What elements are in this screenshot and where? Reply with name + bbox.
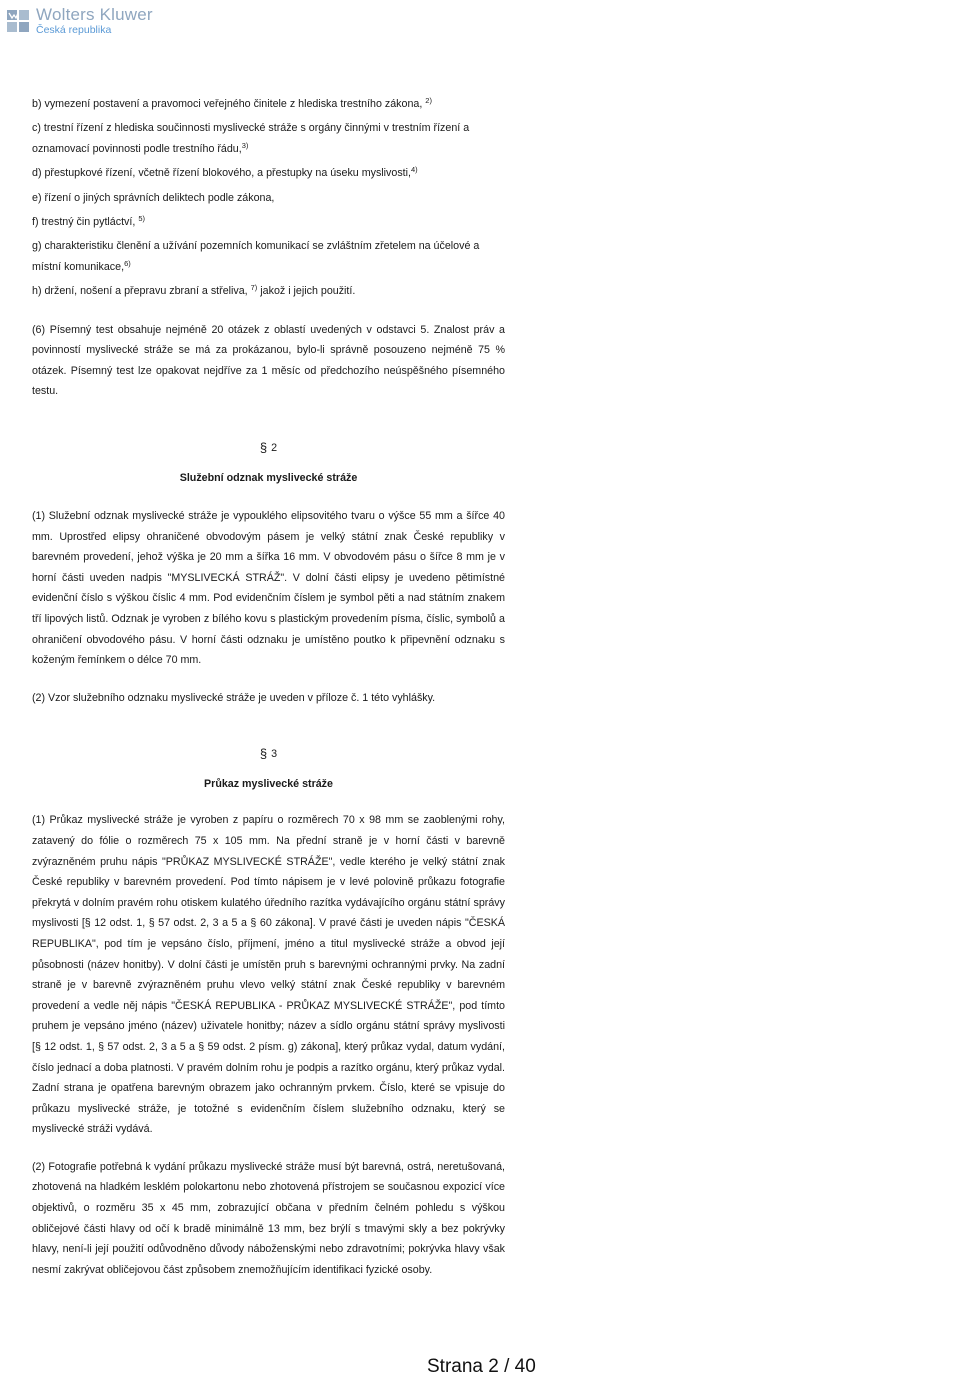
list-item: d) přestupkové řízení, včetně řízení blokového, a přestupky na úseku myslivosti,$^{4)}$	[32, 165, 418, 180]
paragraph-6: (6) Písemný test obsahuje nejméně 20 otázek z oblastí uvedených v odstavci 5. Znalost práv a povinností myslivecké stráže se má za prokázanou, bylo-li správně posouzeno nejméně 75 % otázek. Písemný test lze opakovat nejdříve za 1 měsíc od předchozího neúspěšného písemného testu.	[32, 323, 505, 398]
list-item: e) řízení o jiných správních deliktech podle zákona,	[32, 191, 275, 204]
wolters-kluwer-logo	[6, 4, 153, 38]
section-paragraph: (2) Vzor služebního odznaku myslivecké stráže je uveden v příloze č. 1 této vyhlášky.	[32, 691, 436, 704]
section-number: § 2	[259, 440, 278, 456]
section-number: § 3	[259, 746, 278, 762]
section-title: Průkaz myslivecké stráže	[204, 778, 333, 791]
list-item: g) charakteristiku členění a užívání pozemních komunikací se zvláštním zřetelem na účelové a místní komunikace,$^{6)}$	[32, 240, 480, 274]
list-item: f) trestný čin pytláctví, $^{5)}$	[32, 213, 145, 228]
section-paragraph: (2) Fotografie potřebná k vydání průkazu myslivecké stráže musí být barevná, ostrá, neretušovaná, zhotovená na hladkém lesklém polokartonu nebo zhotovená přístrojem se současnou expozicí více objektivů, o rozměru 35 x 45 mm, zobrazující občana v předním čelném pohledu s výškou obličejové části hlavy od očí k bradě minimálně 13 mm, bez brýlí s tmavými skly a bez pokrývky hlavy, není-li její použití odůvodněno důvody náboženskými nebo zdravotními; pokrývka hlavy však nesmí zakrývat obličejovou část způsobem znemožňujícím identifikaci fyzické osoby.	[32, 1160, 505, 1276]
list-item: c) trestní řízení z hlediska součinnosti myslivecké stráže s orgány činnými v trestním řízení a oznamovací povinnosti podle trestního řádu,$^{3)}$	[32, 122, 470, 156]
list-item: h) držení, nošení a přepravu zbraní a střeliva, $^{7)}$ jakož i jejich použití.	[32, 283, 356, 298]
document-body	[32, 94, 505, 1280]
page-number: Strana 2 / 40	[427, 1356, 536, 1377]
logo-brand-text: Wolters Kluwer	[36, 5, 153, 25]
wolters-kluwer-logo-icon	[6, 9, 30, 33]
section-paragraph: (1) Služební odznak myslivecké stráže je vypouklého elipsovitého tvaru o výšce 55 mm a šířce 40 mm. Uprostřed elipsy ohraničené obvodovým pásem je velký státní znak České republiky v barevném provedení, jehož výška je 20 mm a šířka 16 mm. V obvodovém pásu o šířce 8 mm je v horní části uveden nadpis "MYSLIVECKÁ STRÁŽ". V dolní části elipsy je uvedeno pětimístné evidenční číslo s výškou číslic 4 mm. Pod evidenčním číslem je symbol pěti a nad státním znakem tří lipových listů. Odznak je vyroben z bílého kovu s plastickým provedením písma, číslic, symbolů a ohraničení obvodového pásu. V horní části odznaku je umístěno poutko k připevnění odznaku s koženým řemínkem o délce 70 mm.	[32, 510, 505, 667]
list-item: b) vymezení postavení a pravomoci veřejného činitele z hlediska trestního zákona, $^{2)}$	[32, 96, 432, 110]
section-paragraph: (1) Průkaz myslivecké stráže je vyroben z papíru o rozměrech 70 x 98 mm se zaoblenými rohy, zatavený do fólie o rozměrech 75 x 105 mm. Na přední straně je v horní části v barevně zvýrazněném pruhu nápis "PRŮKAZ MYSLIVECKÉ STRÁŽE", vedle kterého je velký státní znak České republiky v barevném provedení. Pod tímto nápisem je v levé polovině průkazu fotografie překrytá v dolním pravém rohu otiskem kulatého úředního razítka vydávajícího orgánu státní správy myslivosti [§ 12 odst. 1, § 57 odst. 2, 3 a 5 a § 60 zákona]. V pravé části je uveden nápis "ČESKÁ REPUBLIKA", pod tím je vepsáno číslo, příjmení, jméno a titul myslivecké stráže a obvod její působnosti (název honitby). V dolní části je umístěn pruh s barevnými ochrannými prvky. Na zadní straně je v barevně zvýrazněném pruhu vlevo velký státní znak České republiky v barevném provedení a vedle něj nápis "ČESKÁ REPUBLIKA - PRŮKAZ MYSLIVECKÉ STRÁŽE", pod tímto pruhem je vepsáno jméno (název) uživatele honitby; název a sídlo orgánu státní správy myslivosti [§ 12 odst. 1, § 57 odst. 2, 3 a 5 a § 59 odst. 2 písm. g) zákona], který průkaz vydal, datum vydání, číslo jednací a doba platnosti. V pravém dolním rohu je podpis a razítko orgánu, který průkaz vydal. Zadní strana je opatřena barevným obrazem jako ochranným prvkem. Číslo, které se vpisuje do průkazu myslivecké stráže, je totožné s evidenčním číslem služebního odznaku, který se myslivecké stráži vydává.	[32, 814, 505, 1136]
logo-sub-text: Česká republika	[36, 24, 112, 37]
list-of-topics	[32, 94, 505, 302]
section-title: Služební odznak myslivecké stráže	[179, 472, 358, 485]
